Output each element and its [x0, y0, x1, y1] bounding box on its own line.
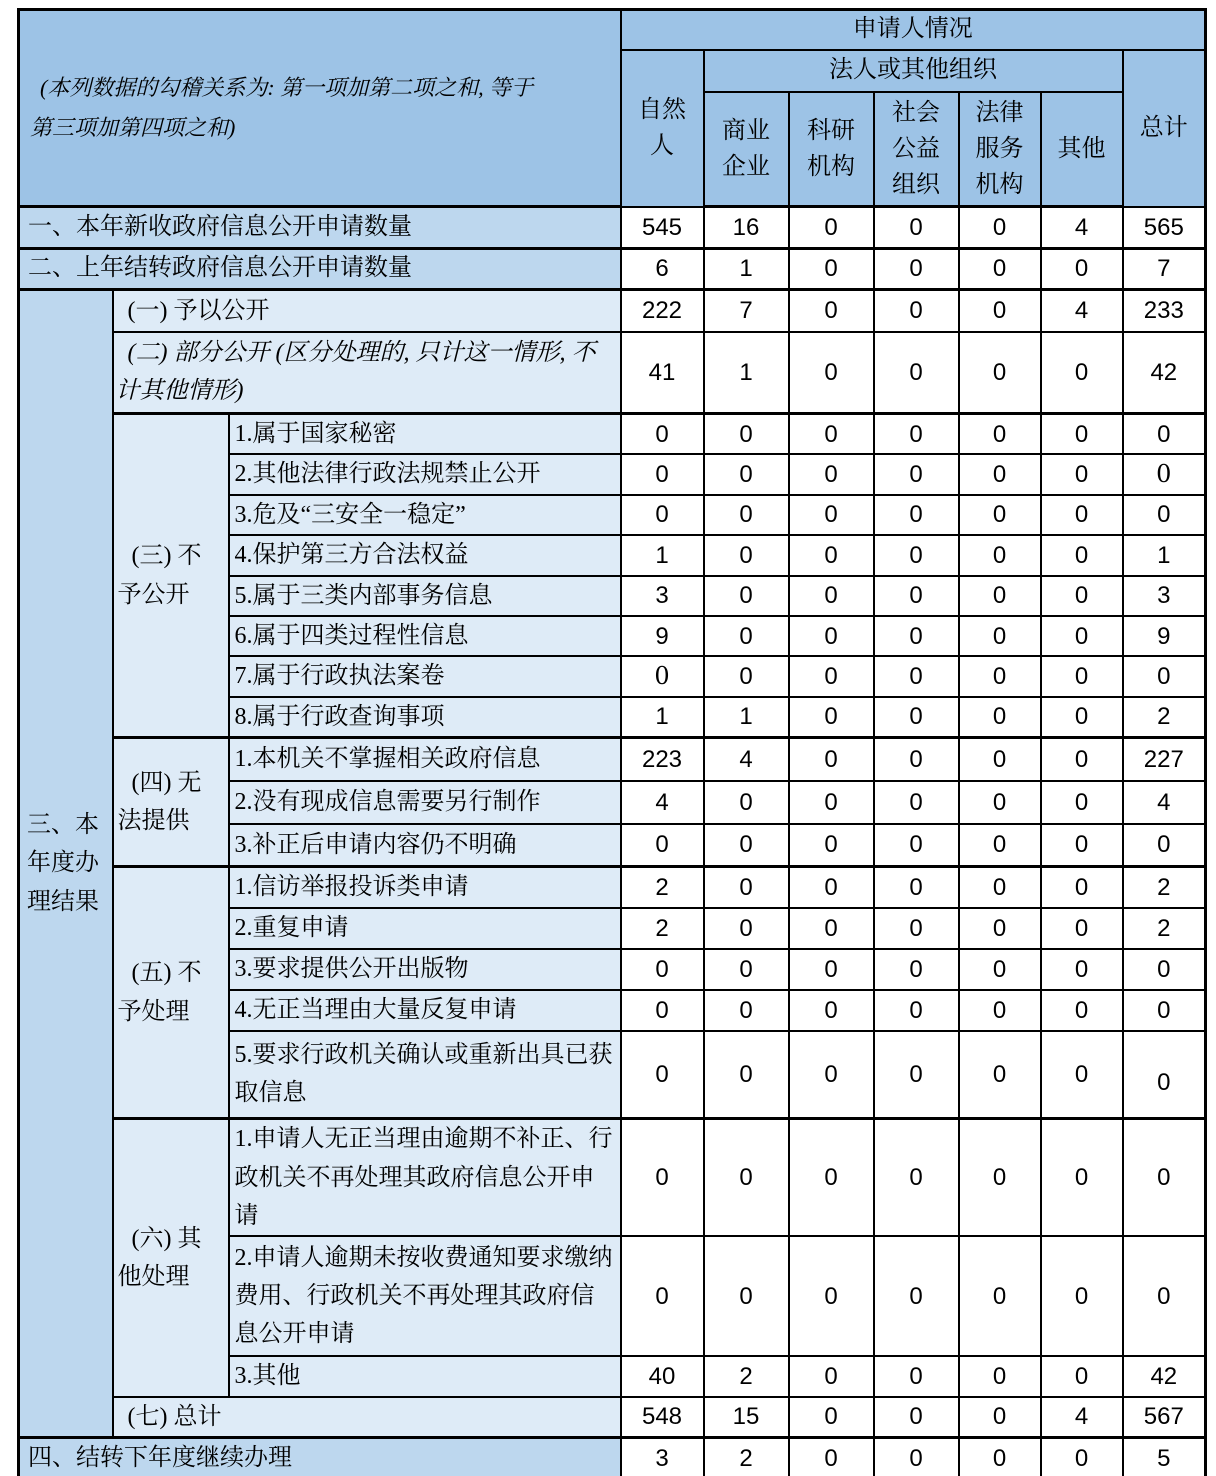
data-cell: 9 [621, 616, 704, 656]
row-label: 7.属于行政执法案卷 [229, 656, 621, 696]
data-cell: 0 [874, 332, 959, 414]
header-legal-or-other-org: 法人或其他组织 [704, 50, 1123, 92]
data-cell: 0 [621, 990, 704, 1031]
data-cell: 0 [1041, 1438, 1123, 1476]
data-cell: 0 [789, 332, 874, 414]
data-cell: 1 [704, 697, 789, 738]
data-cell: 0 [789, 867, 874, 908]
data-cell: 4 [1041, 1397, 1123, 1438]
data-cell: 0 [874, 781, 959, 824]
data-cell: 0 [1041, 332, 1123, 414]
data-cell: 0 [959, 414, 1041, 455]
data-cell: 2 [621, 867, 704, 908]
data-cell: 0 [789, 697, 874, 738]
data-cell: 222 [621, 290, 704, 332]
data-cell: 0 [621, 656, 704, 696]
data-cell: 4 [621, 781, 704, 824]
data-cell: 0 [874, 1031, 959, 1119]
data-cell: 0 [874, 495, 959, 535]
data-cell: 0 [704, 616, 789, 656]
data-cell: 0 [874, 616, 959, 656]
data-cell: 0 [704, 454, 789, 494]
table-row [19, 1119, 1206, 1237]
row-label: 4.保护第三方合法权益 [229, 535, 621, 575]
data-cell: 0 [959, 290, 1041, 332]
header-natural-person: 自然人 [621, 50, 704, 207]
data-cell: 2 [704, 1438, 789, 1476]
data-cell: 0 [1041, 781, 1123, 824]
data-cell: 41 [621, 332, 704, 414]
data-cell: 4 [1123, 781, 1206, 824]
row-label: 2.没有现成信息需要另行制作 [229, 781, 621, 824]
row-label: 1.本机关不掌握相关政府信息 [229, 738, 621, 781]
data-cell: 16 [704, 207, 789, 249]
data-cell: 0 [874, 1397, 959, 1438]
data-cell: 0 [959, 454, 1041, 494]
data-cell: 0 [1041, 656, 1123, 696]
data-cell: 0 [704, 414, 789, 455]
data-cell: 0 [1041, 495, 1123, 535]
table-row [19, 290, 1206, 332]
data-cell: 0 [874, 1236, 959, 1356]
data-cell: 3 [621, 576, 704, 616]
row-label: 3.危及“三安全一稳定” [229, 495, 621, 535]
data-cell: 0 [874, 290, 959, 332]
data-cell: 0 [959, 697, 1041, 738]
row-label: 2.申请人逾期未按收费通知要求缴纳费用、行政机关不再处理其政府信息公开申请 [229, 1236, 621, 1356]
data-cell: 0 [704, 535, 789, 575]
data-cell: 0 [1123, 824, 1206, 867]
table-row [19, 332, 1206, 414]
group-annual-results: 三、本年度办理结果 [19, 290, 113, 1438]
data-cell: 0 [1041, 949, 1123, 990]
gov-info-disclosure-table [17, 8, 1207, 1476]
data-cell: 7 [704, 290, 789, 332]
data-cell: 0 [959, 495, 1041, 535]
data-cell: 0 [874, 454, 959, 494]
data-cell: 0 [1041, 1236, 1123, 1356]
data-cell: 0 [959, 738, 1041, 781]
data-cell: 0 [959, 1397, 1041, 1438]
row-label: 1.信访举报投诉类申请 [229, 867, 621, 908]
data-cell: 0 [1041, 738, 1123, 781]
data-cell: 4 [1041, 207, 1123, 249]
data-cell: 0 [874, 867, 959, 908]
data-cell: 1 [704, 249, 789, 290]
header-org-type: 其他 [1041, 92, 1123, 207]
data-cell: 1 [1123, 535, 1206, 575]
data-cell: 0 [704, 1236, 789, 1356]
table-row [19, 867, 1206, 908]
row-label: (七) 总计 [113, 1397, 621, 1438]
data-cell: 0 [874, 1438, 959, 1476]
data-cell: 15 [704, 1397, 789, 1438]
data-cell: 1 [704, 332, 789, 414]
header-org-type: 商业企业 [704, 92, 789, 207]
data-cell: 0 [1041, 576, 1123, 616]
data-cell: 0 [959, 656, 1041, 696]
data-cell: 42 [1123, 1356, 1206, 1396]
header-applicant-status: 申请人情况 [621, 10, 1206, 50]
data-cell: 0 [1041, 908, 1123, 949]
data-cell: 545 [621, 207, 704, 249]
data-cell: 0 [959, 1119, 1041, 1237]
data-cell: 0 [874, 949, 959, 990]
data-cell: 0 [874, 656, 959, 696]
data-cell: 0 [1041, 824, 1123, 867]
row-label: 5.属于三类内部事务信息 [229, 576, 621, 616]
data-cell: 0 [704, 781, 789, 824]
data-cell: 0 [1041, 1031, 1123, 1119]
data-cell: 565 [1123, 207, 1206, 249]
data-cell: 6 [621, 249, 704, 290]
data-cell: 0 [959, 824, 1041, 867]
data-cell: 0 [959, 949, 1041, 990]
data-cell: 548 [621, 1397, 704, 1438]
data-cell: 0 [704, 1119, 789, 1237]
data-cell: 0 [704, 495, 789, 535]
note-cell: (本列数据的勾稽关系为: 第一项加第二项之和, 等于第三项加第四项之和) [19, 10, 621, 207]
data-cell: 0 [789, 1397, 874, 1438]
data-cell: 0 [789, 414, 874, 455]
table-row [19, 738, 1206, 781]
data-cell: 0 [959, 535, 1041, 575]
data-cell: 0 [959, 781, 1041, 824]
table-row [19, 249, 1206, 290]
data-cell: 0 [959, 207, 1041, 249]
header-total: 总计 [1123, 50, 1206, 207]
data-cell: 0 [1123, 1119, 1206, 1237]
row-label: 二、上年结转政府信息公开申请数量 [19, 249, 621, 290]
group-other-handling: (六) 其他处理 [113, 1119, 229, 1397]
data-cell: 0 [1041, 454, 1123, 494]
row-label: 3.其他 [229, 1356, 621, 1396]
data-cell: 0 [959, 1438, 1041, 1476]
data-cell: 0 [874, 824, 959, 867]
data-cell: 0 [789, 290, 874, 332]
data-cell: 4 [1041, 290, 1123, 332]
data-cell: 0 [789, 656, 874, 696]
data-cell: 3 [621, 1438, 704, 1476]
data-cell: 0 [874, 1356, 959, 1396]
data-cell: 0 [789, 738, 874, 781]
data-cell: 2 [621, 908, 704, 949]
data-cell: 0 [621, 495, 704, 535]
data-cell: 0 [959, 1031, 1041, 1119]
data-cell: 0 [789, 454, 874, 494]
data-cell: 0 [789, 616, 874, 656]
data-cell: 0 [704, 949, 789, 990]
data-cell: 0 [959, 908, 1041, 949]
data-cell: 0 [959, 1236, 1041, 1356]
data-cell: 2 [1123, 908, 1206, 949]
data-cell: 3 [1123, 576, 1206, 616]
data-cell: 0 [789, 1236, 874, 1356]
data-cell: 0 [621, 824, 704, 867]
data-cell: 0 [959, 1356, 1041, 1396]
data-cell: 233 [1123, 290, 1206, 332]
data-cell: 0 [789, 1356, 874, 1396]
data-cell: 0 [789, 949, 874, 990]
data-cell: 0 [1123, 656, 1206, 696]
row-label: (一) 予以公开 [113, 290, 621, 332]
row-label: 3.要求提供公开出版物 [229, 949, 621, 990]
data-cell: 7 [1123, 249, 1206, 290]
data-cell: 0 [874, 1119, 959, 1237]
data-cell: 0 [704, 576, 789, 616]
data-cell: 2 [704, 1356, 789, 1396]
data-cell: 0 [789, 207, 874, 249]
data-cell: 0 [621, 414, 704, 455]
data-cell: 0 [621, 1236, 704, 1356]
data-cell: 0 [704, 990, 789, 1031]
row-label: 8.属于行政查询事项 [229, 697, 621, 738]
data-cell: 0 [874, 207, 959, 249]
row-label: 2.其他法律行政法规禁止公开 [229, 454, 621, 494]
table-row [19, 1438, 1206, 1476]
data-cell: 0 [789, 990, 874, 1031]
data-cell: 0 [874, 697, 959, 738]
data-cell: 42 [1123, 332, 1206, 414]
data-cell: 0 [789, 1438, 874, 1476]
data-cell: 0 [959, 867, 1041, 908]
data-cell: 0 [621, 454, 704, 494]
data-cell: 0 [1123, 949, 1206, 990]
data-cell: 0 [874, 414, 959, 455]
header-org-type: 科研机构 [789, 92, 874, 207]
data-cell: 0 [1123, 414, 1206, 455]
data-cell: 0 [704, 1031, 789, 1119]
data-cell: 0 [789, 908, 874, 949]
data-cell: 0 [704, 656, 789, 696]
row-label: 一、本年新收政府信息公开申请数量 [19, 207, 621, 249]
row-label: 1.申请人无正当理由逾期不补正、行政机关不再处理其政府信息公开申请 [229, 1119, 621, 1237]
data-cell: 0 [1041, 1119, 1123, 1237]
data-cell: 0 [959, 249, 1041, 290]
data-cell: 0 [789, 1119, 874, 1237]
data-cell: 0 [874, 908, 959, 949]
data-cell: 2 [1123, 697, 1206, 738]
data-cell: 0 [789, 1031, 874, 1119]
data-cell: 0 [704, 908, 789, 949]
data-cell: 0 [959, 576, 1041, 616]
data-cell: 0 [789, 824, 874, 867]
row-label: 5.要求行政机关确认或重新出具已获取信息 [229, 1031, 621, 1119]
data-cell: 227 [1123, 738, 1206, 781]
row-label: 4.无正当理由大量反复申请 [229, 990, 621, 1031]
data-cell: 1 [621, 535, 704, 575]
header-org-type: 社会公益组织 [874, 92, 959, 207]
data-cell: 0 [621, 949, 704, 990]
data-cell: 1 [621, 697, 704, 738]
data-cell: 0 [1123, 454, 1206, 494]
data-cell: 0 [621, 1031, 704, 1119]
header-org-type: 法律服务机构 [959, 92, 1041, 207]
table-row [19, 10, 1206, 50]
data-cell: 0 [1123, 495, 1206, 535]
data-cell: 0 [789, 576, 874, 616]
data-cell: 2 [1123, 867, 1206, 908]
data-cell: 0 [959, 332, 1041, 414]
data-cell: 0 [1041, 867, 1123, 908]
data-cell: 0 [789, 249, 874, 290]
data-cell: 4 [704, 738, 789, 781]
data-cell: 40 [621, 1356, 704, 1396]
data-cell: 0 [621, 1119, 704, 1237]
row-label: 2.重复申请 [229, 908, 621, 949]
data-cell: 0 [959, 990, 1041, 1031]
table-row [19, 414, 1206, 455]
row-label: 6.属于四类过程性信息 [229, 616, 621, 656]
data-cell: 0 [789, 535, 874, 575]
data-cell: 0 [1123, 990, 1206, 1031]
table-row [19, 1397, 1206, 1438]
data-cell: 0 [1041, 535, 1123, 575]
data-cell: 0 [1123, 1236, 1206, 1356]
data-cell: 9 [1123, 616, 1206, 656]
data-cell: 0 [874, 576, 959, 616]
data-cell: 0 [704, 867, 789, 908]
data-cell: 0 [874, 990, 959, 1031]
table-row [19, 207, 1206, 249]
data-cell: 5 [1123, 1438, 1206, 1476]
row-label: (二) 部分公开 (区分处理的, 只计这一情形, 不计其他情形) [113, 332, 621, 414]
group-not-disclosed: (三) 不予公开 [113, 414, 229, 738]
data-cell: 0 [1041, 1356, 1123, 1396]
data-cell: 567 [1123, 1397, 1206, 1438]
group-unable-to-provide: (四) 无法提供 [113, 738, 229, 867]
data-cell: 0 [874, 535, 959, 575]
data-cell: 0 [959, 616, 1041, 656]
data-cell: 0 [1041, 414, 1123, 455]
data-cell: 0 [874, 738, 959, 781]
data-cell: 0 [1041, 990, 1123, 1031]
data-cell: 0 [1041, 697, 1123, 738]
group-not-processed: (五) 不予处理 [113, 867, 229, 1119]
data-cell: 0 [1123, 1031, 1206, 1119]
data-cell: 223 [621, 738, 704, 781]
data-cell: 0 [789, 495, 874, 535]
row-label: 3.补正后申请内容仍不明确 [229, 824, 621, 867]
data-cell: 0 [704, 824, 789, 867]
data-cell: 0 [789, 781, 874, 824]
data-cell: 0 [874, 249, 959, 290]
data-cell: 0 [1041, 616, 1123, 656]
row-label: 1.属于国家秘密 [229, 414, 621, 455]
data-cell: 0 [1041, 249, 1123, 290]
row-label: 四、结转下年度继续办理 [19, 1438, 621, 1476]
